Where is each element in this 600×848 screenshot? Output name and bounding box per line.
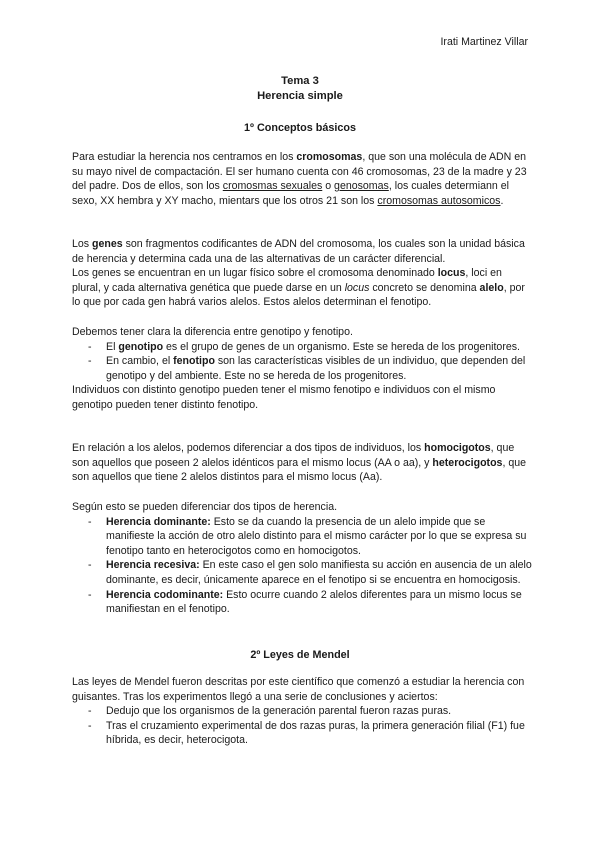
paragraph-cromosomas: Para estudiar la herencia nos centramos en los cromosomas, que son una molécula de ADN en su mayo nivel de compactación. El ser humano cuenta con 46 cromosomas, 23 de la madre y 23 del padre. Dos de ellos, son los cromosmas sexuales o genosomas, los cuales determiann el sexo, XX hembra y XY macho, mientars que los otros 21 son los cromosomas autosomicos. [72,151,527,207]
section-heading-conceptos: 1º Conceptos básicos [244,122,356,134]
list-item: - Herencia dominante: Esto se da cuando la presencia de un alelo impide que se manifieste la acción de otro alelo distinto para el mismo carácter por lo que se expresa su fenotipo tanto en heterocigotos como en homocigotos. [88,515,527,557]
paragraph-mendel: Las leyes de Mendel fueron descritas por este científico que comenzó a estudiar la herencia con guisantes. Tras los experimentos llegó a una serie de conclusiones y aciertos: - Dedujo que los organismos de la generación parental fueron razas puras. - Tras el cruzamiento experimental de dos razas puras, la primera generación filial (F1) fue híbrida, es decir, heterocigota. [72,675,532,748]
list-item: - Herencia recesiva: En este caso el gen solo manifiesta su acción en ausencia de un alelo dominante, es decir, únicamente aparece en el fenotipo si se encuentra en homocigosis. [88,559,532,586]
list-item: - Dedujo que los organismos de la generación parental fueron razas puras. [88,705,452,718]
document-title: Tema 3 [281,75,319,87]
paragraph-genotipo-fenotipo: Debemos tener clara la diferencia entre genotipo y fenotipo. - El genotipo es el grupo de genes de un organismo. Este se hereda de los progenitores. - En cambio, el fenotipo son las características visibles de un individuo, que dependen del genotipo y del ambiente. Este no se hereda de los progenitores. Individuos con distinto genotipo pueden tener el mismo fenotipo e individuos con el mismo genotipo pueden tener distinto fenotipo. [72,325,532,413]
mendel-list [72,704,532,748]
paragraph-tipos-herencia: Según esto se pueden diferenciar dos tipos de herencia. - Herencia dominante: Esto se da cuando la presencia de un alelo impide que se manifieste la acción de otro alelo distinto para el mismo carácter por lo que se expresa su fenotipo tanto en heterocigotos como en homocigotos. - Herencia recesiva: En este caso el gen solo manifiesta su acción en ausencia de un alelo dominante, es decir, únicamente aparece en el fenotipo si se encuentra en homocigosis. - Herencia codominante: Esto ocurre cuando 2 alelos diferentes para un mismo locus se manifiestan en el fenotipo. [72,501,532,616]
list-item: - Tras el cruzamiento experimental de dos razas puras, la primera generación filial (F1) fue híbrida, es decir, heterocigota. [88,719,525,747]
tipos-herencia-list [72,515,532,617]
paragraph-alelos: En relación a los alelos, podemos diferenciar a dos tipos de individuos, los homocigotos, que son aquellos que poseen 2 alelos idénticos para el mismo locus (AA o aa), y heterocigotos, que son aquellos que tiene 2 alelos distintos para el mismo locus (Aa). [72,442,527,484]
list-item: - El genotipo es el grupo de genes de un organismo. Este se hereda de los progenitores. [88,340,520,353]
genotipo-fenotipo-list [72,340,532,384]
document-subtitle: Herencia simple [257,90,343,102]
list-item: - En cambio, el fenotipo son las características visibles de un individuo, que dependen del genotipo y del ambiente. Este no se hereda de los progenitores. [88,355,526,382]
author-header: Irati Martinez Villar [440,36,528,48]
section-heading-mendel: 2º Leyes de Mendel [250,649,350,661]
list-item: - Herencia codominante: Esto ocurre cuando 2 alelos diferentes para un mismo locus se manifiestan en el fenotipo. [88,588,522,616]
paragraph-genes: Los genes son fragmentos codificantes de ADN del cromosoma, los cuales son la unidad básica de herencia y determina cada una de las alternativas de un carácter diferencial. Los genes se encuentran en un lugar físico sobre el cromosoma denominado locus, loci en plural, y cada alternativa genética que puede darse en un locus concreto se denomina alelo, por lo que por cada gen habrá varios alelos. Estos alelos determinan el fenotipo. [72,238,525,309]
